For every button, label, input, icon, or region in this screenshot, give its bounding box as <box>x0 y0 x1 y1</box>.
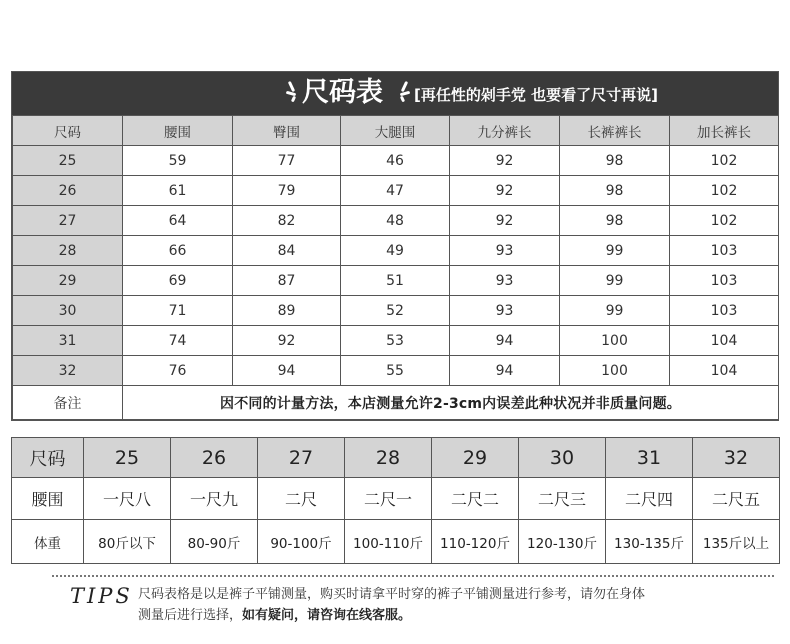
tips-text <box>138 584 738 626</box>
size-cell: 27 <box>258 438 345 478</box>
tips-line-2 <box>138 605 738 626</box>
size-cell: 31 <box>606 438 693 478</box>
table-cell: 93 <box>450 236 560 266</box>
dotted-divider <box>52 575 774 577</box>
table-row <box>13 236 779 266</box>
size-cell: 25 <box>13 146 123 176</box>
size-cell: 28 <box>345 438 432 478</box>
waist-weight-table <box>11 437 780 564</box>
table-cell: 92 <box>450 206 560 236</box>
size-cell: 32 <box>693 438 780 478</box>
size-row <box>12 438 780 478</box>
size-cell: 30 <box>13 296 123 326</box>
table-cell: 53 <box>341 326 450 356</box>
table-cell: 94 <box>233 356 341 386</box>
note-label: 备注 <box>13 386 123 420</box>
weight-cell: 135斤以上 <box>693 520 780 564</box>
table-cell: 92 <box>450 146 560 176</box>
table-cell: 49 <box>341 236 450 266</box>
size-chart-title: 尺码表 <box>302 77 383 108</box>
table-cell: 71 <box>123 296 233 326</box>
weight-cell: 120-130斤 <box>519 520 606 564</box>
table-row <box>13 326 779 356</box>
table-row <box>13 176 779 206</box>
table-cell: 64 <box>123 206 233 236</box>
sparkle-left-icon <box>286 81 300 103</box>
table-cell: 89 <box>233 296 341 326</box>
size-cell: 30 <box>519 438 606 478</box>
weight-cell: 80-90斤 <box>171 520 258 564</box>
size-cell: 29 <box>432 438 519 478</box>
size-measurements-grid <box>12 115 779 420</box>
size-cell: 29 <box>13 266 123 296</box>
column-header: 长裤裤长 <box>560 116 670 146</box>
table-cell: 98 <box>560 146 670 176</box>
table-cell: 103 <box>670 266 779 296</box>
table-cell: 103 <box>670 236 779 266</box>
size-cell: 25 <box>84 438 171 478</box>
table-cell: 92 <box>233 326 341 356</box>
table-cell: 59 <box>123 146 233 176</box>
table-cell: 48 <box>341 206 450 236</box>
table-row <box>13 296 779 326</box>
table-row <box>13 266 779 296</box>
row-label: 尺码 <box>12 438 84 478</box>
table-cell: 79 <box>233 176 341 206</box>
waist-cell: 二尺二 <box>432 478 519 520</box>
table-cell: 84 <box>233 236 341 266</box>
weight-cell: 90-100斤 <box>258 520 345 564</box>
table-cell: 102 <box>670 206 779 236</box>
waist-cell: 二尺四 <box>606 478 693 520</box>
weight-cell: 130-135斤 <box>606 520 693 564</box>
size-cell: 31 <box>13 326 123 356</box>
waist-cell: 一尺八 <box>84 478 171 520</box>
table-cell: 93 <box>450 266 560 296</box>
waist-cell: 二尺一 <box>345 478 432 520</box>
table-cell: 98 <box>560 176 670 206</box>
waist-cell: 一尺九 <box>171 478 258 520</box>
table-cell: 99 <box>560 266 670 296</box>
tips-label: TIPS <box>70 584 133 608</box>
table-cell: 99 <box>560 296 670 326</box>
table-cell: 69 <box>123 266 233 296</box>
column-header: 九分裤长 <box>450 116 560 146</box>
table-cell: 82 <box>233 206 341 236</box>
column-header: 加长裤长 <box>670 116 779 146</box>
size-chart-table <box>11 71 779 421</box>
table-row <box>13 206 779 236</box>
table-row <box>13 356 779 386</box>
table-cell: 51 <box>341 266 450 296</box>
size-chart-subtitle: [再任性的剁手党 也要看了尺寸再说] <box>414 86 658 104</box>
table-cell: 102 <box>670 146 779 176</box>
column-header: 腰围 <box>123 116 233 146</box>
table-cell: 100 <box>560 326 670 356</box>
table-cell: 76 <box>123 356 233 386</box>
row-label: 体重 <box>12 520 84 564</box>
note-text: 因不同的计量方法，本店测量允许2-3cm内误差此种状况并非质量问题。 <box>123 386 779 420</box>
waist-cell: 二尺五 <box>693 478 780 520</box>
size-cell: 32 <box>13 356 123 386</box>
weight-cell: 110-120斤 <box>432 520 519 564</box>
table-cell: 99 <box>560 236 670 266</box>
weight-cell: 80斤以下 <box>84 520 171 564</box>
note-row <box>13 386 779 420</box>
column-header-row <box>13 116 779 146</box>
column-header: 尺码 <box>13 116 123 146</box>
table-cell: 98 <box>560 206 670 236</box>
weight-row <box>12 520 780 564</box>
table-cell: 104 <box>670 356 779 386</box>
tips-line-2-text: 测量后进行选择， <box>138 608 243 623</box>
table-row <box>13 146 779 176</box>
weight-cell: 100-110斤 <box>345 520 432 564</box>
table-cell: 102 <box>670 176 779 206</box>
table-cell: 47 <box>341 176 450 206</box>
size-cell: 27 <box>13 206 123 236</box>
column-header: 臀围 <box>233 116 341 146</box>
table-cell: 104 <box>670 326 779 356</box>
column-header: 大腿围 <box>341 116 450 146</box>
table-cell: 55 <box>341 356 450 386</box>
tips-line-2-bold: 如有疑问，请咨询在线客服。 <box>242 608 412 623</box>
waist-cell: 二尺 <box>258 478 345 520</box>
table-cell: 92 <box>450 176 560 206</box>
sparkle-right-icon <box>396 81 410 103</box>
table-cell: 74 <box>123 326 233 356</box>
size-chart-header <box>12 72 778 115</box>
size-cell: 26 <box>13 176 123 206</box>
table-cell: 77 <box>233 146 341 176</box>
table-cell: 46 <box>341 146 450 176</box>
waist-cell: 二尺三 <box>519 478 606 520</box>
table-cell: 87 <box>233 266 341 296</box>
table-cell: 52 <box>341 296 450 326</box>
tips-line-1: 尺码表格是以是裤子平铺测量，购买时请拿平时穿的裤子平铺测量进行参考，请勿在身体 <box>138 587 646 602</box>
row-label: 腰围 <box>12 478 84 520</box>
table-cell: 100 <box>560 356 670 386</box>
size-cell: 26 <box>171 438 258 478</box>
table-cell: 66 <box>123 236 233 266</box>
table-cell: 103 <box>670 296 779 326</box>
table-cell: 94 <box>450 326 560 356</box>
table-cell: 61 <box>123 176 233 206</box>
table-cell: 94 <box>450 356 560 386</box>
waist-row <box>12 478 780 520</box>
size-cell: 28 <box>13 236 123 266</box>
table-cell: 93 <box>450 296 560 326</box>
